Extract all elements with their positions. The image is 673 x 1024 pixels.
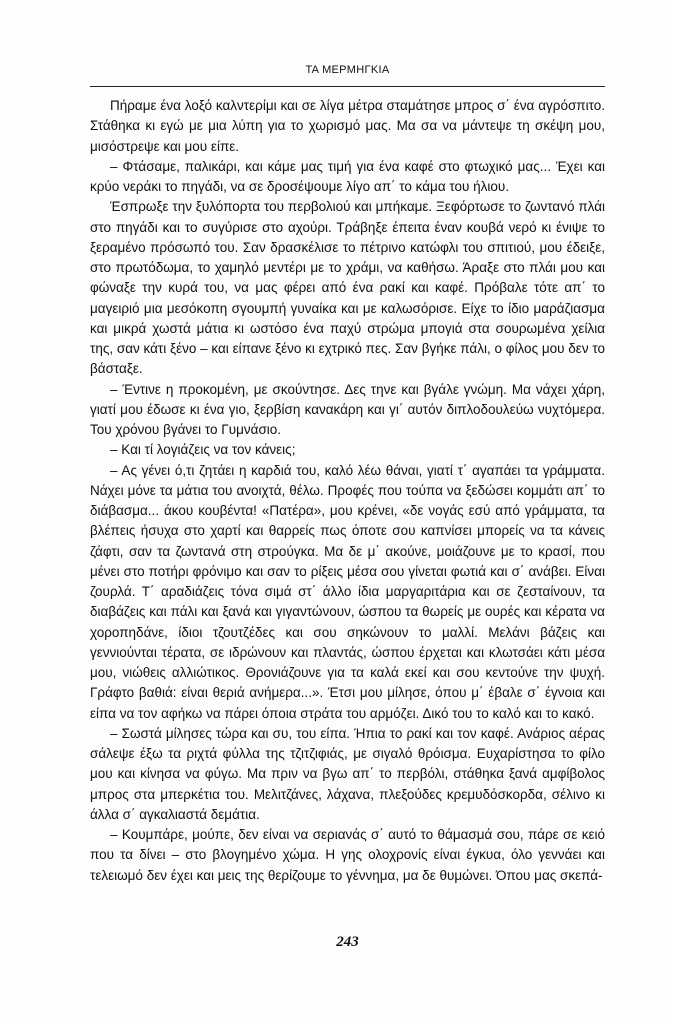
paragraph: – Και τί λογιάζεις να τον κάνεις; — [110, 442, 296, 458]
paragraph: Έσπρωξε την ξυλόπορτα του περβολιού και μπήκαμε. Ξεφόρτωσε το ζωντανό πλάι στο πηγάδι και το συγύρισε στο αχούρι. Τράβηξε έπειτα έναν κουβά νερό κι ένιψε το ξεραμένο πρόσωπό του. Σαν δρασκέλισε το πέτρινο κατώφλι του σπιτιού, μου έδειξε, στο πρωτόδωμα, το χαμηλό μεντέρι με το χράμι, να καθήσω. Άραξε στο πλάι μου και φώναξε την κυρά του, να μας φέρει από ένα ρακί και καφέ. Πρόβαλε τότε απ΄ το μαγειριό μια μεσόκοπη σγουμπή γυναίκα και με καλωσόρισε. Είχε το ίδιο μαράζιασμα και μικρά χωστά μάτια κι ωστόσο ένα παχύ στρώμα μπογιά στα σουρωμένα χείλια της, σαν κάτι ξένο – και είπανε ξένο κι εχτρικό πες. Σαν βγήκε πάλι, ο φίλος μου δεν το βάσταξε. — [90, 199, 605, 377]
page-body — [90, 96, 605, 886]
paragraph: – Φτάσαμε, παλικάρι, και κάμε μας τιμή για ένα καφέ στο φτωχικό μας... Έχει και κρύο νεράκι το πηγάδι, να σε δροσέψουμε λίγο απ΄ το κάμα του ήλιου. — [90, 158, 605, 194]
paragraph: – Ας γένει ό,τι ζητάει η καρδιά του, καλό λέω θάναι, γιατί τ΄ αγαπάει τα γράμματα. Νάχει μόνε τα μάτια του ανοιχτά, θέλω. Προφές που τούπα να ξεδώσει κομμάτι απ΄ το διάβασμα... άκου κουβέντα! «Πατέρα», μου κρένει, «δε νογάς εσύ από γράμματα, τα βλέπεις ήσυχα στο χαρτί και θαρρείς πως όποτε σου καπνίσει μπορείς να τα κάνεις ζάφτι, σαν τα ζωντανά στη στρούγκα. Μα δε μ΄ ακούνε, μοιάζουνε με το κρασί, που μένει στο ποτήρι φρόνιμο και σαν το ρίξεις μέσα σου γίνεται φωτιά και σ΄ ανάβει. Είναι ζουρλά. Τ΄ αραδιάζεις τόνα σιμά στ΄ άλλο ίδια μαργαριτάρια και σε ζεσταίνουν, τα διαβάζεις και πάλι και ξανά και γιγαντώνουν, ώσπου τα θωρείς με ουρές και κέρατα να χοροπηδάνε, ίδιοι τζουτζέδες και σου σηκώνουν το μαλλί. Μελάνι βάζεις και γεννιούνται τέρατα, σε ιδρώνουν και πλαντάς, ώσπου έρχεται και κλωτσάει κάτι μέσα μου, νιώθεις αλλιώτικος. Θρονιάζουνε για τα καλά εκεί και σου κεντούνε την ψυχή. Γράφτο βαθιά: είναι θεριά ανήμερα...». Έτσι μου μίλησε, όπου μ΄ έβαλε σ΄ έγνοια και είπα να τον αφήκω να πάρει όποια στράτα του αρμόζει. Δικό του το καλό και το κακό. — [90, 462, 605, 721]
running-header: ΤΑ ΜΕΡΜΗΓΚΙΑ — [305, 64, 390, 76]
paragraph: Πήραμε ένα λοξό καλντερίμι και σε λίγα μέτρα σταμάτησε μπρος σ΄ ένα αγρόσπιτο. Στάθηκα κι εγώ με μια λύπη για το χωρισμό μας. Μα σα να μάντεψε τη σκέψη μου, μισόστρεψε και μου είπε. — [90, 98, 605, 154]
page-number: 243 — [336, 934, 359, 950]
paragraph: – Έντινε η προκομένη, με σκούντησε. Δες τηνε και βγάλε γνώμη. Μα νάχει χάρη, γιατί μου έδωσε κι ένα γιο, ξερβίση κανακάρη και γι΄ αυτόν διπλοδουλεύω νυχτόμερα. Του χρόνου βγάνει το Γυμνάσιο. — [90, 381, 605, 437]
paragraph: – Κουμπάρε, μούπε, δεν είναι να σεριανάς σ΄ αυτό το θάμασμά σου, πάρε σε κειό που τα δίνει – στο βλογημένο χώμα. Η γης ολοχρονίς είναι έγκυα, όλο γεννάει και τελειωμό δεν έχει και μεις της θερίζουμε το γέννημα, μα δε θυμώνει. Όπου μας σκεπά- — [90, 827, 605, 883]
paragraph: – Σωστά μίλησες τώρα και συ, του είπα. Ήπια το ρακί και τον καφέ. Ανάριος αέρας σάλεψε έξω τα ριχτά φύλλα της τζιτζιφιάς, με σιγαλό θρόισμα. Ευχαρίστησα το φίλο μου και κίνησα να φύγω. Μα πριν να βγω απ΄ το περβόλι, στάθηκα ξανά αμφίβολος μπρος στα μπερκέτια του. Μελιτζάνες, λάχανα, πλεξούδες κρεμυδόσκορδα, σέλινο κι άλλα σ΄ αγκαλιαστά δεμάτια. — [90, 725, 605, 822]
header-rule — [90, 86, 605, 87]
